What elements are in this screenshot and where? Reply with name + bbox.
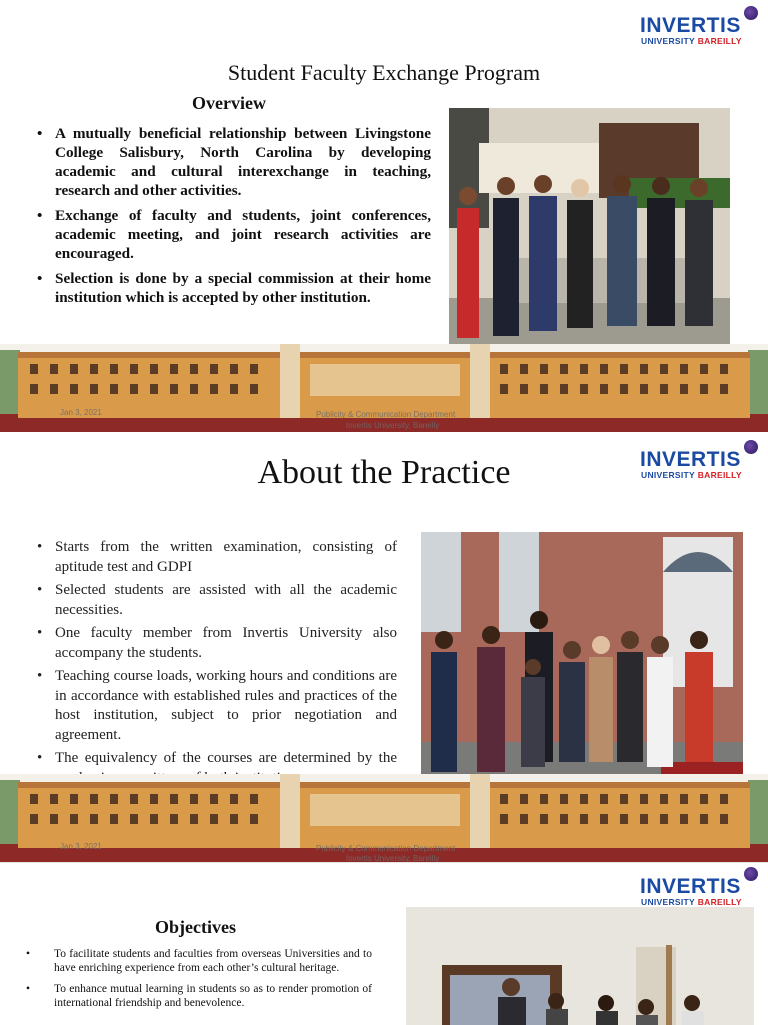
footer-university: Invertis University, Bareilly [346,421,440,430]
footer-department: Publicity & Communication Department [316,410,456,419]
logo-tagline: UNIVERSITY BAREILLY [641,36,742,46]
bullet-item: • To enhance mutual learning in students so as to render promotion of international friendship and benevolence. [22,982,372,1010]
group-photo-students [421,532,743,804]
logo-wordmark: INVERTIS [640,14,741,37]
footer-date: Jan 3, 2021 [60,842,102,851]
slide-subtitle: Overview [192,93,266,113]
bullet-item: • Starts from the written examination, consisting of aptitude test and GDPI [33,538,397,577]
bullet-item: • Exchange of faculty and students, joint conferences, academic meeting, and joint research activities are encouraged. [33,206,431,263]
overview-bullets [33,124,431,313]
logo-tagline: UNIVERSITY BAREILLY [641,470,742,480]
bullet-item: • Selected students are assisted with all the academic necessities. [33,581,397,620]
practice-bullets [33,538,397,792]
slide-title: About the Practice [257,454,511,491]
bullet-item: • One faculty member from Invertis University also accompany the students. [33,624,397,663]
footer-university: Invertis University, Bareilly [346,854,440,862]
logo-tagline: UNIVERSITY BAREILLY [641,897,742,907]
bullet-item: • A mutually beneficial relationship between Livingstone College Salisbury, North Carolina by developing academic and cultural interexchange in teaching, research and other activities. [33,124,431,200]
globe-icon [744,867,758,881]
group-photo-delegation [449,108,730,346]
bullet-item: • To facilitate students and faculties from overseas Universities and to have enriching experience from each other’s cultural heritage. [22,947,372,975]
logo-wordmark: INVERTIS [640,448,741,471]
slide-title: Student Faculty Exchange Program [227,60,541,85]
invertis-logo [640,873,760,907]
slide-objectives [0,862,768,1025]
logo-wordmark: INVERTIS [640,875,741,898]
footer-date: Jan 3, 2021 [60,408,102,417]
globe-icon [744,6,758,20]
bullet-item: • The equivalency of the courses are determined by the [33,749,397,788]
objectives-bullets [22,947,372,1017]
invertis-logo [640,12,760,46]
slide-title: Objectives [155,917,236,937]
slide-about-practice [0,432,768,862]
bullet-item: • Selection is done by a special commission at their home institution which is accepted by other institution. [33,269,431,307]
bullet-item: • Teaching course loads, working hours and conditions are in accordance with established rules and practices of the host institution, subject to prior negotiation and agreement. [33,667,397,745]
globe-icon [744,440,758,454]
slide-exchange-program [0,0,768,432]
footer-department: Publicity & Communication Department [316,844,456,853]
photo-office-meeting [406,907,754,1025]
